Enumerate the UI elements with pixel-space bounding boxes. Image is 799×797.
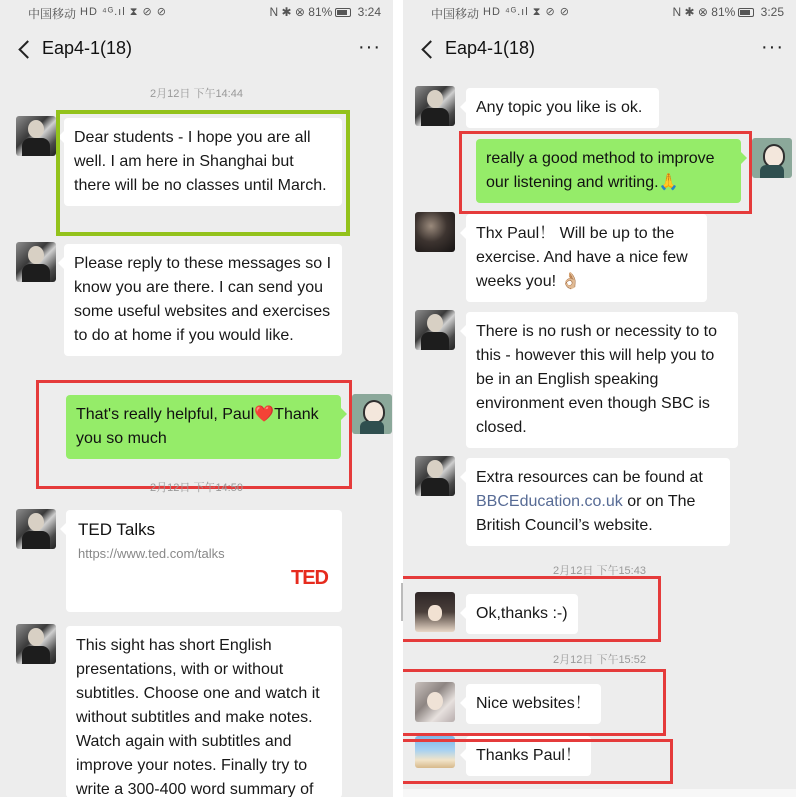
avatar[interactable] bbox=[16, 624, 56, 664]
system-icons: N ✱ ⊗ bbox=[672, 5, 708, 19]
message-bubble[interactable]: Nice websites！ bbox=[466, 684, 601, 724]
message-bubble[interactable]: Thanks Paul！ bbox=[466, 736, 591, 776]
message-text: Extra resources can be found at bbox=[476, 469, 703, 486]
avatar[interactable] bbox=[752, 138, 792, 178]
message-bubble[interactable]: Please reply to these messages so I know you are there. I can send you some useful websites and exercises to do at home if you would like. bbox=[64, 244, 342, 356]
ted-logo: TED bbox=[291, 567, 328, 589]
avatar[interactable] bbox=[415, 736, 455, 768]
link-card[interactable] bbox=[66, 510, 342, 612]
avatar[interactable] bbox=[352, 394, 392, 434]
message-timestamp: 2月12日 下午14:50 bbox=[150, 482, 243, 494]
avatar[interactable] bbox=[415, 682, 455, 722]
avatar[interactable] bbox=[415, 456, 455, 496]
message-timestamp: 2月12日 下午14:44 bbox=[150, 88, 243, 100]
avatar[interactable] bbox=[16, 242, 56, 282]
left-chat-screenshot bbox=[0, 0, 393, 797]
status-right-group bbox=[672, 5, 784, 19]
more-icon[interactable]: ··· bbox=[358, 36, 381, 58]
battery-percent: 81% bbox=[308, 5, 333, 19]
status-bar bbox=[403, 0, 796, 22]
message-text: or on The British Council’s website. bbox=[476, 493, 696, 534]
signal-icons: HD ⁴ᴳ.ıl ⧗ ⊘ ⊘ bbox=[80, 6, 168, 18]
avatar[interactable] bbox=[415, 86, 455, 126]
battery-icon bbox=[738, 8, 754, 17]
message-bubble[interactable]: Thx Paul！ Will be up to the exercise. And have a nice few weeks you! 👌🏼 bbox=[466, 214, 707, 302]
message-bubble[interactable]: Ok,thanks :-) bbox=[466, 594, 578, 634]
chat-header bbox=[0, 26, 393, 72]
message-bubble[interactable]: Any topic you like is ok. bbox=[466, 88, 659, 128]
carrier-label: 中国移动 bbox=[431, 7, 480, 21]
message-bubble[interactable]: There is no rush or necessity to to this - however this will help you to be in an English speaking environment even though SBC is closed. bbox=[466, 312, 738, 448]
link-card-title: TED Talks bbox=[78, 520, 156, 539]
avatar[interactable] bbox=[415, 212, 455, 252]
message-timestamp: 2月12日 下午15:52 bbox=[553, 654, 646, 666]
avatar[interactable] bbox=[16, 116, 56, 156]
message-bubble-outgoing[interactable]: really a good method to improve our listening and writing.🙏 bbox=[476, 139, 741, 203]
clock: 3:25 bbox=[760, 5, 784, 19]
avatar[interactable] bbox=[16, 509, 56, 549]
system-icons: N ✱ ⊗ bbox=[269, 5, 305, 19]
chevron-left-icon[interactable] bbox=[16, 37, 34, 61]
message-timestamp: 2月12日 下午15:43 bbox=[553, 565, 646, 577]
chevron-left-icon[interactable] bbox=[419, 37, 437, 61]
bbc-education-link[interactable]: BBCEducation.co.uk bbox=[476, 493, 623, 510]
input-bar[interactable] bbox=[403, 789, 796, 797]
clock: 3:24 bbox=[357, 5, 381, 19]
chat-title: Eap4-1(18) bbox=[42, 38, 133, 58]
panel-divider bbox=[393, 0, 403, 797]
more-icon[interactable]: ··· bbox=[761, 36, 784, 58]
right-chat-screenshot bbox=[403, 0, 796, 797]
signal-icons: HD ⁴ᴳ.ıl ⧗ ⊘ ⊘ bbox=[483, 6, 571, 18]
message-bubble[interactable]: Dear students - I hope you are all well. I am here in Shanghai but there will be no classes until March. bbox=[64, 118, 342, 206]
status-right-group bbox=[269, 5, 381, 19]
scroll-indicator bbox=[401, 583, 403, 621]
avatar[interactable] bbox=[415, 310, 455, 350]
message-bubble[interactable] bbox=[466, 458, 730, 546]
battery-percent: 81% bbox=[711, 5, 736, 19]
chat-title: Eap4-1(18) bbox=[445, 38, 536, 58]
message-bubble[interactable]: This sight has short English presentations, with or without subtitles. Choose one and watch it without subtitles and make notes. Watch again with subtitles and improve your notes. Finally try to write a 300-400 word summary of bbox=[66, 626, 342, 797]
carrier-label: 中国移动 bbox=[28, 7, 77, 21]
battery-icon bbox=[335, 8, 351, 17]
avatar[interactable] bbox=[415, 592, 455, 632]
chat-header bbox=[403, 26, 796, 72]
message-bubble-outgoing[interactable]: That's really helpful, Paul❤️Thank you so much bbox=[66, 395, 341, 459]
status-bar bbox=[0, 0, 393, 22]
link-card-url: https://www.ted.com/talks bbox=[78, 546, 225, 561]
